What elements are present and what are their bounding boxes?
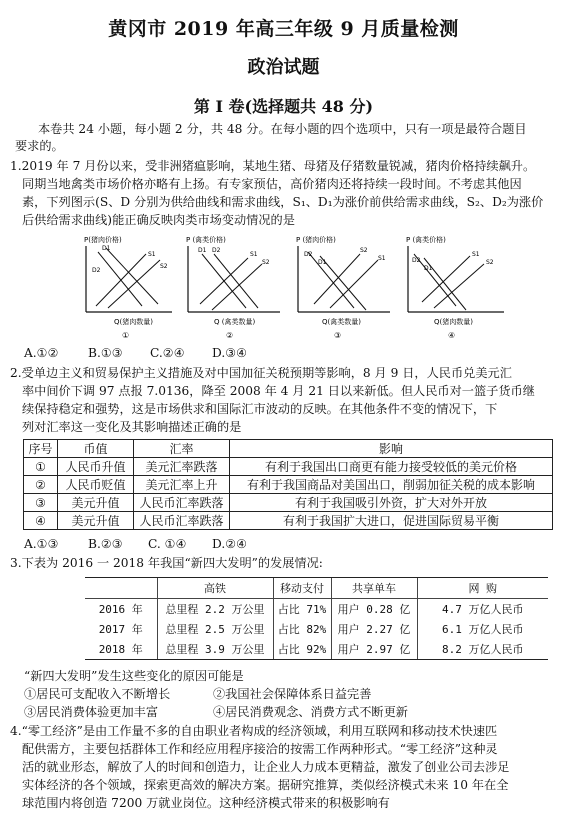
q1-line-1: 1.2019 年 7 月份以来，受非洲猪瘟影响，某地生猪、母猪及仔猪数量锐减，猪肉价格持续飙升。 (10, 159, 536, 173)
table-cell: 用户 2.97 亿 (331, 639, 417, 660)
q2-option-b: B.②③ (88, 537, 123, 551)
q4-line-3: 活的就业形态，解放了人的时间和创造力，让企业人力成本更精益，激发了创业公司去涉足 (22, 760, 510, 774)
q1-line-2: 同期当地禽类市场价格亦略有上扬。有专家预估，高价猪肉还将持续一段时间。不考虑其他因 (22, 177, 522, 191)
q4-line-1: 4.“零工经济”是由工作量不多的自由职业者构成的经济领域，利用互联网和移动技术快速匹 (10, 724, 498, 738)
graph-2-label-1: D1 (198, 247, 207, 254)
q2-line-3: 续保持稳定和强势，这是市场供求和国际汇市波动的反映。在其他条件不变的情况下，下 (22, 402, 498, 416)
table-cell: 人民币汇率跌落 (134, 512, 230, 530)
q3-table (85, 577, 548, 660)
graph-2-ylabel: P (禽类价格) (186, 236, 226, 244)
graph-4-xlabel: Q(猪肉数量) (434, 318, 473, 326)
q2-table-header-cell: 汇率 (134, 440, 230, 458)
table-cell: 2017 年 (98, 623, 143, 636)
table-cell: 总里程 2.2 万公里 (157, 599, 273, 620)
graph-2 (186, 235, 280, 340)
table-cell: 8.2 万亿人民币 (417, 639, 548, 660)
table-cell: 美元升值 (58, 494, 134, 512)
graph-2-curve-s1 (200, 258, 248, 304)
q1-line-4: 后供给需求曲线)能正确反映肉类市场变动情况的是 (22, 213, 295, 227)
q2-table (23, 439, 553, 530)
q3-line: 3.下表为 2016 一 2018 年我国“新四大发明”的发展情况: (10, 556, 323, 570)
table-cell: ② (24, 476, 58, 494)
graph-4-label-1: D2 (412, 257, 421, 264)
graph-3 (296, 235, 390, 340)
q4-line-5: 球范围内将创造 7200 万就业岗位。这种经济模式带来的积极影响有 (22, 796, 390, 810)
table-cell: 6.1 万亿人民币 (417, 619, 548, 639)
table-cell: 美元汇率上升 (134, 476, 230, 494)
q3-table-header (85, 578, 548, 599)
q2-line-4: 列对汇率这一变化及其影响描述正确的是 (22, 420, 242, 434)
table-cell: 4.7 万亿人民币 (417, 599, 548, 620)
graph-2-curve-d2 (214, 254, 258, 308)
table-cell: ③ (24, 494, 58, 512)
graph-4-number: ④ (448, 331, 456, 340)
q2-table-header-cell: 影响 (230, 440, 553, 458)
table-row (24, 494, 553, 512)
q1-option-b: B.①③ (88, 346, 123, 360)
graph-4-ylabel: P (禽类价格) (406, 236, 446, 244)
q2-option-c: C. ①④ (148, 537, 187, 551)
q1-graphs (72, 234, 512, 344)
table-cell: 占比 82% (273, 619, 331, 639)
graph-3-ylabel: P (猪肉价格) (296, 236, 336, 244)
table-cell: 有利于我国商品对美国出口，削弱加征关税的成本影响 (230, 476, 553, 494)
table-cell: 人民币汇率跌落 (134, 494, 230, 512)
table-cell: 有利于我国出口商更有能力接受较低的美元价格 (230, 458, 553, 476)
graph-3-label-3: S2 (360, 247, 368, 254)
q3-choice-3: ③居民消费体验更加丰富 (24, 705, 159, 719)
table-cell: 有利于我国扩大进口，促进国际贸易平衡 (230, 512, 553, 530)
table-cell: 有利于我国吸引外资，扩大对外开放 (230, 494, 553, 512)
q2-option-d: D.②④ (212, 537, 248, 551)
table-cell: 美元升值 (58, 512, 134, 530)
q4-line-4: 实体经济的各个领域，探索更高效的解决方案。据研究推算，类似经济模式未来 10 年在全 (22, 778, 509, 792)
table-row (85, 639, 548, 660)
graph-4 (406, 235, 504, 340)
graph-2-xlabel: Q (禽类数量) (214, 318, 256, 326)
q3-table-header-cell: 高铁 (157, 578, 273, 599)
graph-2-label-4: S2 (262, 259, 270, 266)
graph-1-ylabel: P(猪肉价格) (84, 236, 122, 244)
graph-2-number: ② (226, 331, 234, 340)
q1-option-d: D.③④ (212, 346, 248, 360)
graph-1-label-4: S2 (160, 263, 168, 270)
table-row (85, 599, 548, 620)
exam-title: 黄冈市 2019 年高三年级 9 月质量检测 (108, 18, 459, 40)
table-cell: 人民币贬值 (58, 476, 134, 494)
table-cell: 占比 71% (273, 599, 331, 620)
q3-choice-4: ④居民消费观念、消费方式不断更新 (213, 705, 408, 719)
graph-3-label-1: D2 (304, 251, 313, 258)
part-title: 第 I 卷(选择题共 48 分) (193, 97, 374, 116)
q2-table-header-cell: 序号 (24, 440, 58, 458)
q2-line-1: 2.受单边主义和贸易保护主义措施及对中国加征关税预期等影响，8 月 9 日，人民币兑美元汇 (10, 366, 512, 380)
graph-3-curve-d1 (320, 256, 366, 310)
graph-1-label-3: S1 (148, 251, 156, 258)
table-row (24, 458, 553, 476)
q3-choice-2: ②我国社会保障体系日益完善 (213, 687, 372, 701)
table-row (85, 619, 548, 639)
table-cell: 总里程 2.5 万公里 (157, 619, 273, 639)
table-cell: 2016 年 (98, 603, 143, 616)
q1-line-3: 素，下列图示(S、D 分别为供给曲线和需求曲线，S₁、D₁为涨价前供给需求曲线，S₂、D₂为涨价 (22, 195, 544, 209)
q3-table-header-cell: 移动支付 (273, 578, 331, 599)
q3-table-header-cell: 网 购 (417, 578, 548, 599)
intro-line-1: 本卷共 24 小题，每小题 2 分，共 48 分。在每小题的四个选项中，只有一项是最符合题目 (38, 122, 527, 136)
graph-3-curve-s1 (330, 260, 378, 308)
subject-title: 政治试题 (247, 57, 320, 78)
table-cell: 美元汇率跌落 (134, 458, 230, 476)
table-cell: ① (24, 458, 58, 476)
graph-3-curve-d2 (308, 252, 354, 308)
intro-line-2: 要求的。 (15, 139, 64, 153)
graph-2-label-2: D2 (212, 247, 221, 254)
q4-line-2: 配供需方，主要包括群体工作和经应用程序接洽的按需工作两种形式。“零工经济”这种灵 (22, 742, 498, 756)
table-cell: 总里程 3.9 万公里 (157, 639, 273, 660)
table-cell: 占比 92% (273, 639, 331, 660)
q2-table-header-cell: 币值 (58, 440, 134, 458)
graph-3-number: ③ (334, 331, 342, 340)
table-cell: ④ (24, 512, 58, 530)
table-cell: 人民币升值 (58, 458, 134, 476)
graph-1 (84, 235, 172, 340)
graph-1-label-1: D1 (102, 245, 111, 252)
graph-4-label-3: S1 (472, 251, 480, 258)
q1-option-c: C.②④ (150, 346, 185, 360)
table-row (24, 476, 553, 494)
q2-table-header (24, 440, 553, 458)
table-cell: 2018 年 (85, 639, 157, 660)
graph-1-xlabel: Q(猪肉数量) (114, 318, 153, 326)
q3-ask: “新四大发明”发生这些变化的原因可能是 (24, 669, 244, 683)
graph-4-label-2: D1 (424, 265, 433, 272)
graph-4-curve-s1 (422, 256, 470, 302)
graph-2-label-3: S1 (250, 251, 258, 258)
graph-3-label-4: S1 (378, 255, 386, 262)
graph-1-label-2: D2 (92, 267, 101, 274)
table-cell: 用户 0.28 亿 (331, 599, 417, 620)
q3-table-header-cell (85, 578, 157, 599)
graph-3-label-2: D1 (318, 259, 327, 266)
q1-option-a: A.①② (24, 346, 59, 360)
q2-line-2: 率中间价下调 97 点报 7.0136，降至 2008 年 4 月 21 日以来新低。但人民币对一篮子货币继 (22, 384, 535, 398)
table-row (24, 512, 553, 530)
q3-choice-1: ①居民可支配收入不断增长 (24, 687, 171, 701)
q3-table-header-cell: 共享单车 (331, 578, 417, 599)
graph-4-label-4: S2 (486, 259, 494, 266)
graph-1-number: ① (122, 331, 130, 340)
table-cell: 用户 2.27 亿 (331, 619, 417, 639)
q2-option-a: A.①③ (24, 537, 59, 551)
graph-3-xlabel: Q(禽类数量) (322, 318, 361, 326)
